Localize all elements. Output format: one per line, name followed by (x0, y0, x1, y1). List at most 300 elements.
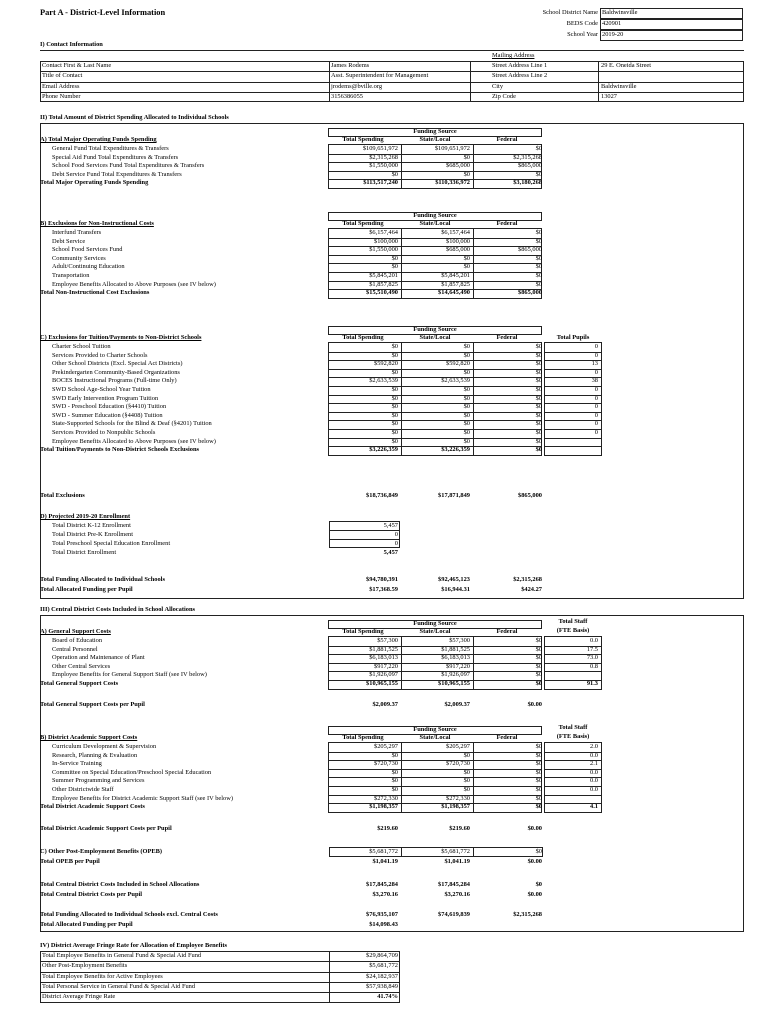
fte-total-value: 4.1 (590, 803, 598, 811)
enrollment-label: Total District Pre-K Enrollment (52, 531, 134, 538)
district-name-value: Baldwinsville (602, 9, 638, 16)
total-spending-value: $1,550,000 (369, 246, 398, 254)
row-label: General Fund Total Expenditures & Transfers (52, 145, 169, 152)
state-local-value: $205,297 (446, 743, 470, 750)
row-label: Transportation (52, 272, 90, 279)
state-local-value: $0 (463, 411, 470, 419)
total-spending-value: $205,297 (374, 743, 398, 750)
col-federal: Federal (496, 334, 518, 341)
col-state-local: State/Local (419, 220, 451, 227)
row-label: Central Personnel (52, 645, 98, 653)
total-spending-value: $219.60 (377, 825, 398, 832)
col-federal: Federal (496, 220, 518, 227)
federal-value: $0 (535, 170, 542, 178)
row-label: Special Aid Fund Total Expenditures & Transfers (52, 153, 179, 161)
federal-value: $0 (535, 403, 542, 411)
col-total-spending: Total Spending (342, 734, 384, 741)
total-spending-value: $0 (391, 368, 398, 376)
row-label: Employee Benefits Allocated to Above Purposes (see IV below) (52, 437, 216, 445)
col-fte-basis: (FTE Basis) (556, 627, 590, 634)
total-pupils-value: 0 (594, 420, 598, 428)
divider (544, 438, 602, 439)
total-spending-value: $0 (391, 768, 398, 776)
federal-value: $2,315,268 (513, 911, 542, 918)
col-federal: Federal (496, 628, 518, 635)
divider (544, 446, 602, 447)
row-label: Curriculum Development & Supervision (52, 743, 157, 750)
federal-value: $0 (535, 280, 542, 288)
total-spending-value: $94,780,391 (366, 576, 398, 583)
row-label: Committee on Special Education/Preschool Special Education (52, 768, 212, 776)
divider (544, 671, 602, 672)
row-label: Summer Programming and Services (52, 777, 145, 785)
total-spending-value: $17,368.59 (369, 586, 398, 593)
total-spending-value: $5,845,201 (369, 272, 398, 279)
row-label: Board of Education (52, 637, 103, 644)
state-local-value: $17,871,849 (438, 492, 470, 499)
col-fte-basis: (FTE Basis) (556, 733, 590, 740)
row-label: Other Districtwide Staff (52, 786, 114, 793)
total-spending-value: $2,009.37 (372, 701, 398, 708)
divider (40, 82, 744, 83)
fringe-label: District Average Fringe Rate (42, 993, 116, 1001)
total-spending-value: $18,736,849 (366, 492, 398, 499)
row-label: Employee Benefits for General Support Staff (see IV below) (52, 671, 207, 679)
total-pupils-value: 0 (594, 351, 598, 359)
total-spending-value: $720,730 (374, 760, 398, 768)
total-spending-value: $1,550,000 (369, 162, 398, 170)
total-pupils-value: 0 (594, 343, 598, 350)
total-spending-value: $917,220 (374, 662, 398, 670)
federal-value: $865,000 (518, 492, 542, 499)
contact-value[interactable]: jrodems@bville.org (331, 82, 383, 90)
total-spending-value: $0 (391, 420, 398, 428)
federal-value: $0 (535, 751, 542, 759)
federal-value: $0 (535, 881, 542, 888)
row-label: SWD - Summer Education (§4408) Tuition (52, 411, 163, 419)
row-label: State-Supported Schools for the Blind & Deaf (§4201) Tuition (52, 420, 212, 428)
fringe-label: Other Post-Employment Benefits (42, 962, 128, 970)
total-label: Total Central District Costs per Pupil (40, 891, 143, 898)
state-local-value: $5,845,201 (441, 272, 470, 279)
federal-value: $0.00 (527, 891, 542, 898)
col-federal: Federal (496, 734, 518, 741)
state-local-value: $0 (463, 394, 470, 402)
total-spending-value: $109,651,972 (362, 145, 398, 152)
total-label: Total Funding Allocated to Individual Schools excl. Central Costs (40, 911, 218, 918)
row-label: Employee Benefits for District Academic Support Staff (see IV below) (52, 794, 233, 802)
row-label: Services Provided to Charter Schools (52, 351, 148, 359)
row-label: Adult/Continuing Education (52, 263, 125, 271)
state-local-value: $219.60 (449, 825, 470, 832)
section-3c-title: C) Other Post-Employment Benefits (OPEB) (40, 848, 162, 855)
row-label: School Food Services Fund (52, 246, 123, 254)
contact-label: Email Address (42, 82, 80, 90)
mailing-address-heading: Mailing Address (492, 52, 535, 59)
mailing-value[interactable]: 29 E. Oneida Street (601, 62, 652, 69)
federal-value: $0 (535, 377, 542, 385)
section-4-heading: IV) District Average Fringe Rate for Allocation of Employee Benefits (40, 942, 227, 949)
federal-value: $0 (535, 263, 542, 271)
section-3-heading: III) Central District Costs Included in School Allocations (40, 606, 195, 613)
total-label: Total Exclusions (40, 492, 85, 499)
state-local-value: $0 (463, 153, 470, 161)
federal-value: $0 (535, 429, 542, 436)
total-spending-value: $2,315,268 (369, 153, 398, 161)
row-label: Community Services (52, 254, 106, 262)
federal-value: $0 (535, 671, 542, 679)
state-local-value: $0 (463, 343, 470, 350)
district-name-label: School District Name (542, 9, 598, 16)
fte-value: 2.0 (590, 743, 598, 750)
total-label: Total General Support Costs (40, 680, 119, 687)
state-local-value: $92,465,123 (438, 576, 470, 583)
row-label: Charter School Tuition (52, 343, 111, 350)
col-total-staff: Total Staff (558, 618, 588, 625)
beds-code-value: 420901 (602, 20, 622, 27)
state-local-value: $0 (463, 751, 470, 759)
federal-value: $0 (535, 229, 542, 236)
federal-value: $0 (535, 662, 542, 670)
total-spending-value: $0 (391, 351, 398, 359)
state-local-value: $1,926,097 (441, 671, 470, 679)
state-local-value: $685,000 (446, 162, 470, 170)
total-label: Total Funding Allocated to Individual Schools (40, 576, 165, 583)
total-pupils-value: 0 (594, 368, 598, 376)
funding-source-label: Funding Source (413, 212, 457, 219)
total-spending-value: $0 (391, 751, 398, 759)
total-pupils-value: 38 (591, 377, 598, 385)
total-label: Total Major Operating Funds Spending (40, 179, 149, 187)
total-pupils-value: 13 (591, 360, 598, 368)
col-total-spending: Total Spending (342, 220, 384, 227)
state-local-value: $0 (463, 254, 470, 262)
col-total-spending: Total Spending (342, 628, 384, 635)
fte-value: 17.5 (586, 645, 598, 653)
fringe-label: Total Personal Service in General Fund & Special Aid Fund (42, 982, 196, 990)
total-spending-value: $2,633,539 (369, 377, 398, 385)
federal-value: $0 (535, 786, 542, 793)
total-spending-value: $10,965,155 (366, 680, 398, 687)
opeb-federal-value: $0 (535, 848, 542, 855)
divider (329, 530, 400, 531)
fte-value: 0.0 (590, 777, 598, 785)
divider (329, 539, 400, 540)
total-label: Total Non-Instructional Cost Exclusions (40, 289, 150, 297)
total-spending-value: $0 (391, 786, 398, 793)
enrollment-label: Total District K-12 Enrollment (52, 522, 131, 529)
total-pupils-value: 0 (594, 403, 598, 411)
row-label: Interfund Transfers (52, 229, 102, 236)
state-local-value: $685,000 (446, 246, 470, 254)
state-local-value: $0 (463, 351, 470, 359)
row-label: In-Service Training (52, 760, 102, 768)
state-local-value: $0 (463, 429, 470, 436)
mailing-label: Street Address Line 2 (492, 72, 548, 80)
opeb-total-value: $5,681,772 (369, 848, 398, 855)
row-label: SWD Early Intervention Program Tuition (52, 394, 159, 402)
row-label: Services Provided to Nonpublic Schools (52, 429, 156, 436)
state-local-value: $0 (463, 786, 470, 793)
total-label: Total General Support Costs per Pupil (40, 701, 145, 708)
col-state-local: State/Local (419, 734, 451, 741)
total-pupils-value: 0 (594, 411, 598, 419)
federal-value: $2,315,268 (513, 153, 542, 161)
fringe-value: $24,182,937 (366, 972, 398, 980)
total-spending-value: $0 (391, 777, 398, 785)
section-3a-title: A) General Support Costs (40, 628, 111, 635)
row-label: Research, Planning & Evaluation (52, 751, 138, 759)
federal-value: $0 (535, 411, 542, 419)
section-contact-heading: I) Contact Information (40, 41, 103, 48)
row-label: Debt Service (52, 237, 86, 245)
state-local-value: $0 (463, 170, 470, 178)
enrollment-value: 0 (394, 531, 398, 538)
federal-value: $0 (535, 794, 542, 802)
state-local-value: $17,845,284 (438, 881, 470, 888)
state-local-value: $0 (463, 263, 470, 271)
state-local-value: $917,220 (446, 662, 470, 670)
col-state-local: State/Local (419, 136, 451, 143)
total-label: Total Allocated Funding per Pupil (40, 921, 133, 928)
total-spending-value: $0 (391, 429, 398, 436)
state-local-value: $720,730 (446, 760, 470, 768)
row-label: Employee Benefits Allocated to Above Purposes (see IV below) (52, 280, 216, 288)
divider (40, 50, 744, 51)
total-label: Total Allocated Funding per Pupil (40, 586, 133, 593)
state-local-value: $592,820 (446, 360, 470, 368)
total-spending-value: $0 (391, 263, 398, 271)
fte-value: 0.0 (590, 637, 598, 644)
row-label: Operation and Maintenance of Plant (52, 654, 145, 662)
mailing-label: Street Address Line 1 (492, 62, 548, 69)
opeb-state-value: $5,681,772 (441, 848, 470, 855)
school-year-label: School Year (567, 31, 598, 38)
fringe-label: Total Employee Benefits in General Fund & Special Aid Fund (42, 952, 202, 959)
section-2-heading: II) Total Amount of District Spending Allocated to Individual Schools (40, 114, 229, 121)
federal-value: $0 (535, 343, 542, 350)
federal-value: $3,180,268 (513, 179, 542, 187)
row-label: School Food Services Fund Total Expenditures & Transfers (52, 162, 205, 170)
federal-value: $865,000 (518, 246, 542, 254)
federal-value: $0 (535, 386, 542, 393)
total-spending-value: $0 (391, 437, 398, 445)
federal-value: $0.00 (527, 825, 542, 832)
federal-value: $2,315,268 (513, 576, 542, 583)
state-local-value: $272,330 (446, 794, 470, 802)
state-local-value: $6,157,464 (441, 229, 470, 236)
mailing-value[interactable]: Baldwinsville (601, 82, 637, 90)
federal-value: $0 (535, 777, 542, 785)
fte-value: 2.1 (590, 760, 598, 768)
col-total-pupils: Total Pupils (556, 334, 590, 341)
total-spending-value: $6,157,464 (369, 229, 398, 236)
federal-value: $0 (535, 368, 542, 376)
federal-value: $0 (535, 760, 542, 768)
federal-value: $0 (535, 446, 542, 454)
total-spending-value: $57,300 (377, 637, 398, 644)
fringe-value: $29,864,709 (366, 952, 398, 959)
funding-source-label: Funding Source (413, 326, 457, 333)
total-label: Total Central District Costs Included in School Allocations (40, 881, 200, 888)
state-local-value: $0 (463, 386, 470, 393)
section-3b-title: B) District Academic Support Costs (40, 734, 138, 741)
federal-value: $0 (535, 351, 542, 359)
fringe-label: Total Employee Benefits for Active Employees (42, 972, 163, 980)
state-local-value: $10,965,155 (438, 680, 470, 687)
state-local-value: $3,226,359 (441, 446, 470, 454)
section-2a-title: A) Total Major Operating Funds Spending (40, 136, 157, 143)
total-label: Total District Academic Support Costs (40, 803, 145, 811)
row-label: Debt Service Fund Total Expenditures & Transfers (52, 170, 182, 178)
beds-code-label: BEDS Code (566, 20, 598, 27)
funding-source-label: Funding Source (413, 726, 457, 733)
row-label: SWD - Preschool Education (§4410) Tuition (52, 403, 167, 411)
total-spending-value: $1,198,357 (369, 803, 398, 811)
federal-value: $0 (535, 743, 542, 750)
contact-label: Phone Number (42, 92, 81, 100)
state-local-value: $16,944.31 (441, 586, 470, 593)
fte-value: 0.0 (590, 751, 598, 759)
enrollment-value: 0 (394, 540, 398, 547)
row-label: Other School Districts (Excl. Special Act Districts) (52, 360, 183, 368)
federal-value: $0 (535, 645, 542, 653)
row-label: SWD School Age-School Year Tuition (52, 386, 151, 393)
state-local-value: $0 (463, 403, 470, 411)
state-local-value: $0 (463, 437, 470, 445)
state-local-value: $1,881,525 (441, 645, 470, 653)
funding-source-label: Funding Source (413, 620, 457, 627)
federal-value: $0 (535, 768, 542, 776)
total-spending-value: $0 (391, 386, 398, 393)
state-local-value: $0 (463, 368, 470, 376)
enrollment-value: 5,457 (383, 549, 398, 556)
row-label: BOCES Instructional Programs (Full-time Only) (52, 377, 177, 385)
mailing-label: City (492, 82, 504, 90)
fte-value: 73.0 (586, 654, 598, 662)
total-spending-value: $1,041.19 (372, 858, 398, 865)
state-local-value: $0 (463, 777, 470, 785)
state-local-value: $57,300 (449, 637, 470, 644)
col-total-spending: Total Spending (342, 136, 384, 143)
col-total-spending: Total Spending (342, 334, 384, 341)
federal-value: $0 (535, 637, 542, 644)
total-pupils-value: 0 (594, 386, 598, 393)
fte-value: 0.0 (590, 768, 598, 776)
contact-value[interactable]: 3156386055 (331, 92, 363, 100)
total-spending-value: $76,935,107 (366, 911, 398, 918)
federal-value: $0 (535, 420, 542, 428)
state-local-value: $2,633,539 (441, 377, 470, 385)
state-local-value: $100,000 (446, 237, 470, 245)
federal-value: $0 (535, 654, 542, 662)
federal-value: $0 (535, 272, 542, 279)
total-spending-value: $6,183,013 (369, 654, 398, 662)
state-local-value: $1,041.19 (444, 858, 470, 865)
total-spending-value: $592,820 (374, 360, 398, 368)
funding-source-label: Funding Source (413, 128, 457, 135)
contact-label: Contact First & Last Name (42, 62, 112, 69)
state-local-value: $6,183,013 (441, 654, 470, 662)
federal-value: $865,000 (518, 289, 542, 297)
federal-value: $0 (535, 360, 542, 368)
divider (544, 795, 602, 796)
state-local-value: $109,651,972 (434, 145, 470, 152)
contact-value[interactable]: Asst. Superintendent for Management (331, 72, 429, 80)
contact-label: Title of Contact (42, 72, 83, 80)
fte-value: 0.8 (590, 662, 598, 670)
mailing-value[interactable]: 13027 (601, 92, 617, 100)
federal-value: $865,000 (518, 162, 542, 170)
total-spending-value: $1,926,097 (369, 671, 398, 679)
section-2d-title: D) Projected 2019-20 Enrollment (40, 513, 131, 520)
total-label: Total Tuition/Payments to Non-District Schools Exclusions (40, 446, 200, 454)
total-spending-value: $272,330 (374, 794, 398, 802)
col-federal: Federal (496, 136, 518, 143)
enrollment-value: 5,457 (383, 522, 398, 529)
state-local-value: $74,619,839 (438, 911, 470, 918)
state-local-value: $1,198,357 (441, 803, 470, 811)
federal-value: $0 (535, 145, 542, 152)
total-spending-value: $3,270.16 (372, 891, 398, 898)
col-state-local: State/Local (419, 334, 451, 341)
section-2b-title: B) Exclusions for Non-Instructional Costs (40, 220, 154, 227)
total-label: Total OPEB per Pupil (40, 858, 100, 865)
total-spending-value: $1,881,525 (369, 645, 398, 653)
total-spending-value: $0 (391, 343, 398, 350)
contact-value[interactable]: James Rodems (331, 62, 370, 69)
fte-total-value: 91.3 (586, 680, 598, 687)
total-pupils-value: 0 (594, 429, 598, 436)
total-spending-value: $3,226,359 (369, 446, 398, 454)
federal-value: $0 (535, 437, 542, 445)
total-spending-value: $113,517,240 (363, 179, 398, 187)
col-total-staff: Total Staff (558, 724, 588, 731)
page-title: Part A - District-Level Information (40, 8, 166, 17)
state-local-value: $14,645,490 (438, 289, 470, 297)
total-spending-value: $0 (391, 403, 398, 411)
federal-value: $0.00 (527, 858, 542, 865)
total-spending-value: $0 (391, 170, 398, 178)
fringe-value: 41.74% (377, 993, 398, 1001)
total-spending-value: $1,857,825 (369, 280, 398, 288)
row-label: Prekindergarten Community-Based Organizations (52, 368, 180, 376)
federal-value: $0 (535, 237, 542, 245)
state-local-value: $110,336,972 (435, 179, 470, 187)
state-local-value: $0 (463, 420, 470, 428)
fringe-value: $5,681,772 (369, 962, 398, 970)
state-local-value: $2,009.37 (444, 701, 470, 708)
school-year-value: 2019-20 (602, 31, 624, 38)
divider (40, 92, 744, 93)
federal-value: $0 (535, 254, 542, 262)
state-local-value: $3,270.16 (444, 891, 470, 898)
state-local-value: $1,857,825 (441, 280, 470, 288)
total-spending-value: $0 (391, 254, 398, 262)
federal-value: $0.00 (527, 701, 542, 708)
total-label: Total District Academic Support Costs per Pupil (40, 825, 172, 832)
state-local-value: $0 (463, 768, 470, 776)
total-spending-value: $100,000 (374, 237, 398, 245)
total-spending-value: $0 (391, 411, 398, 419)
federal-value: $0 (535, 394, 542, 402)
section-2c-title: C) Exclusions for Tuition/Payments to Non-District Schools (40, 334, 202, 341)
total-spending-value: $17,845,284 (366, 881, 398, 888)
row-label: Other Central Services (52, 662, 111, 670)
col-state-local: State/Local (419, 628, 451, 635)
mailing-label: Zip Code (492, 92, 516, 100)
total-spending-value: $15,510,490 (366, 289, 398, 297)
